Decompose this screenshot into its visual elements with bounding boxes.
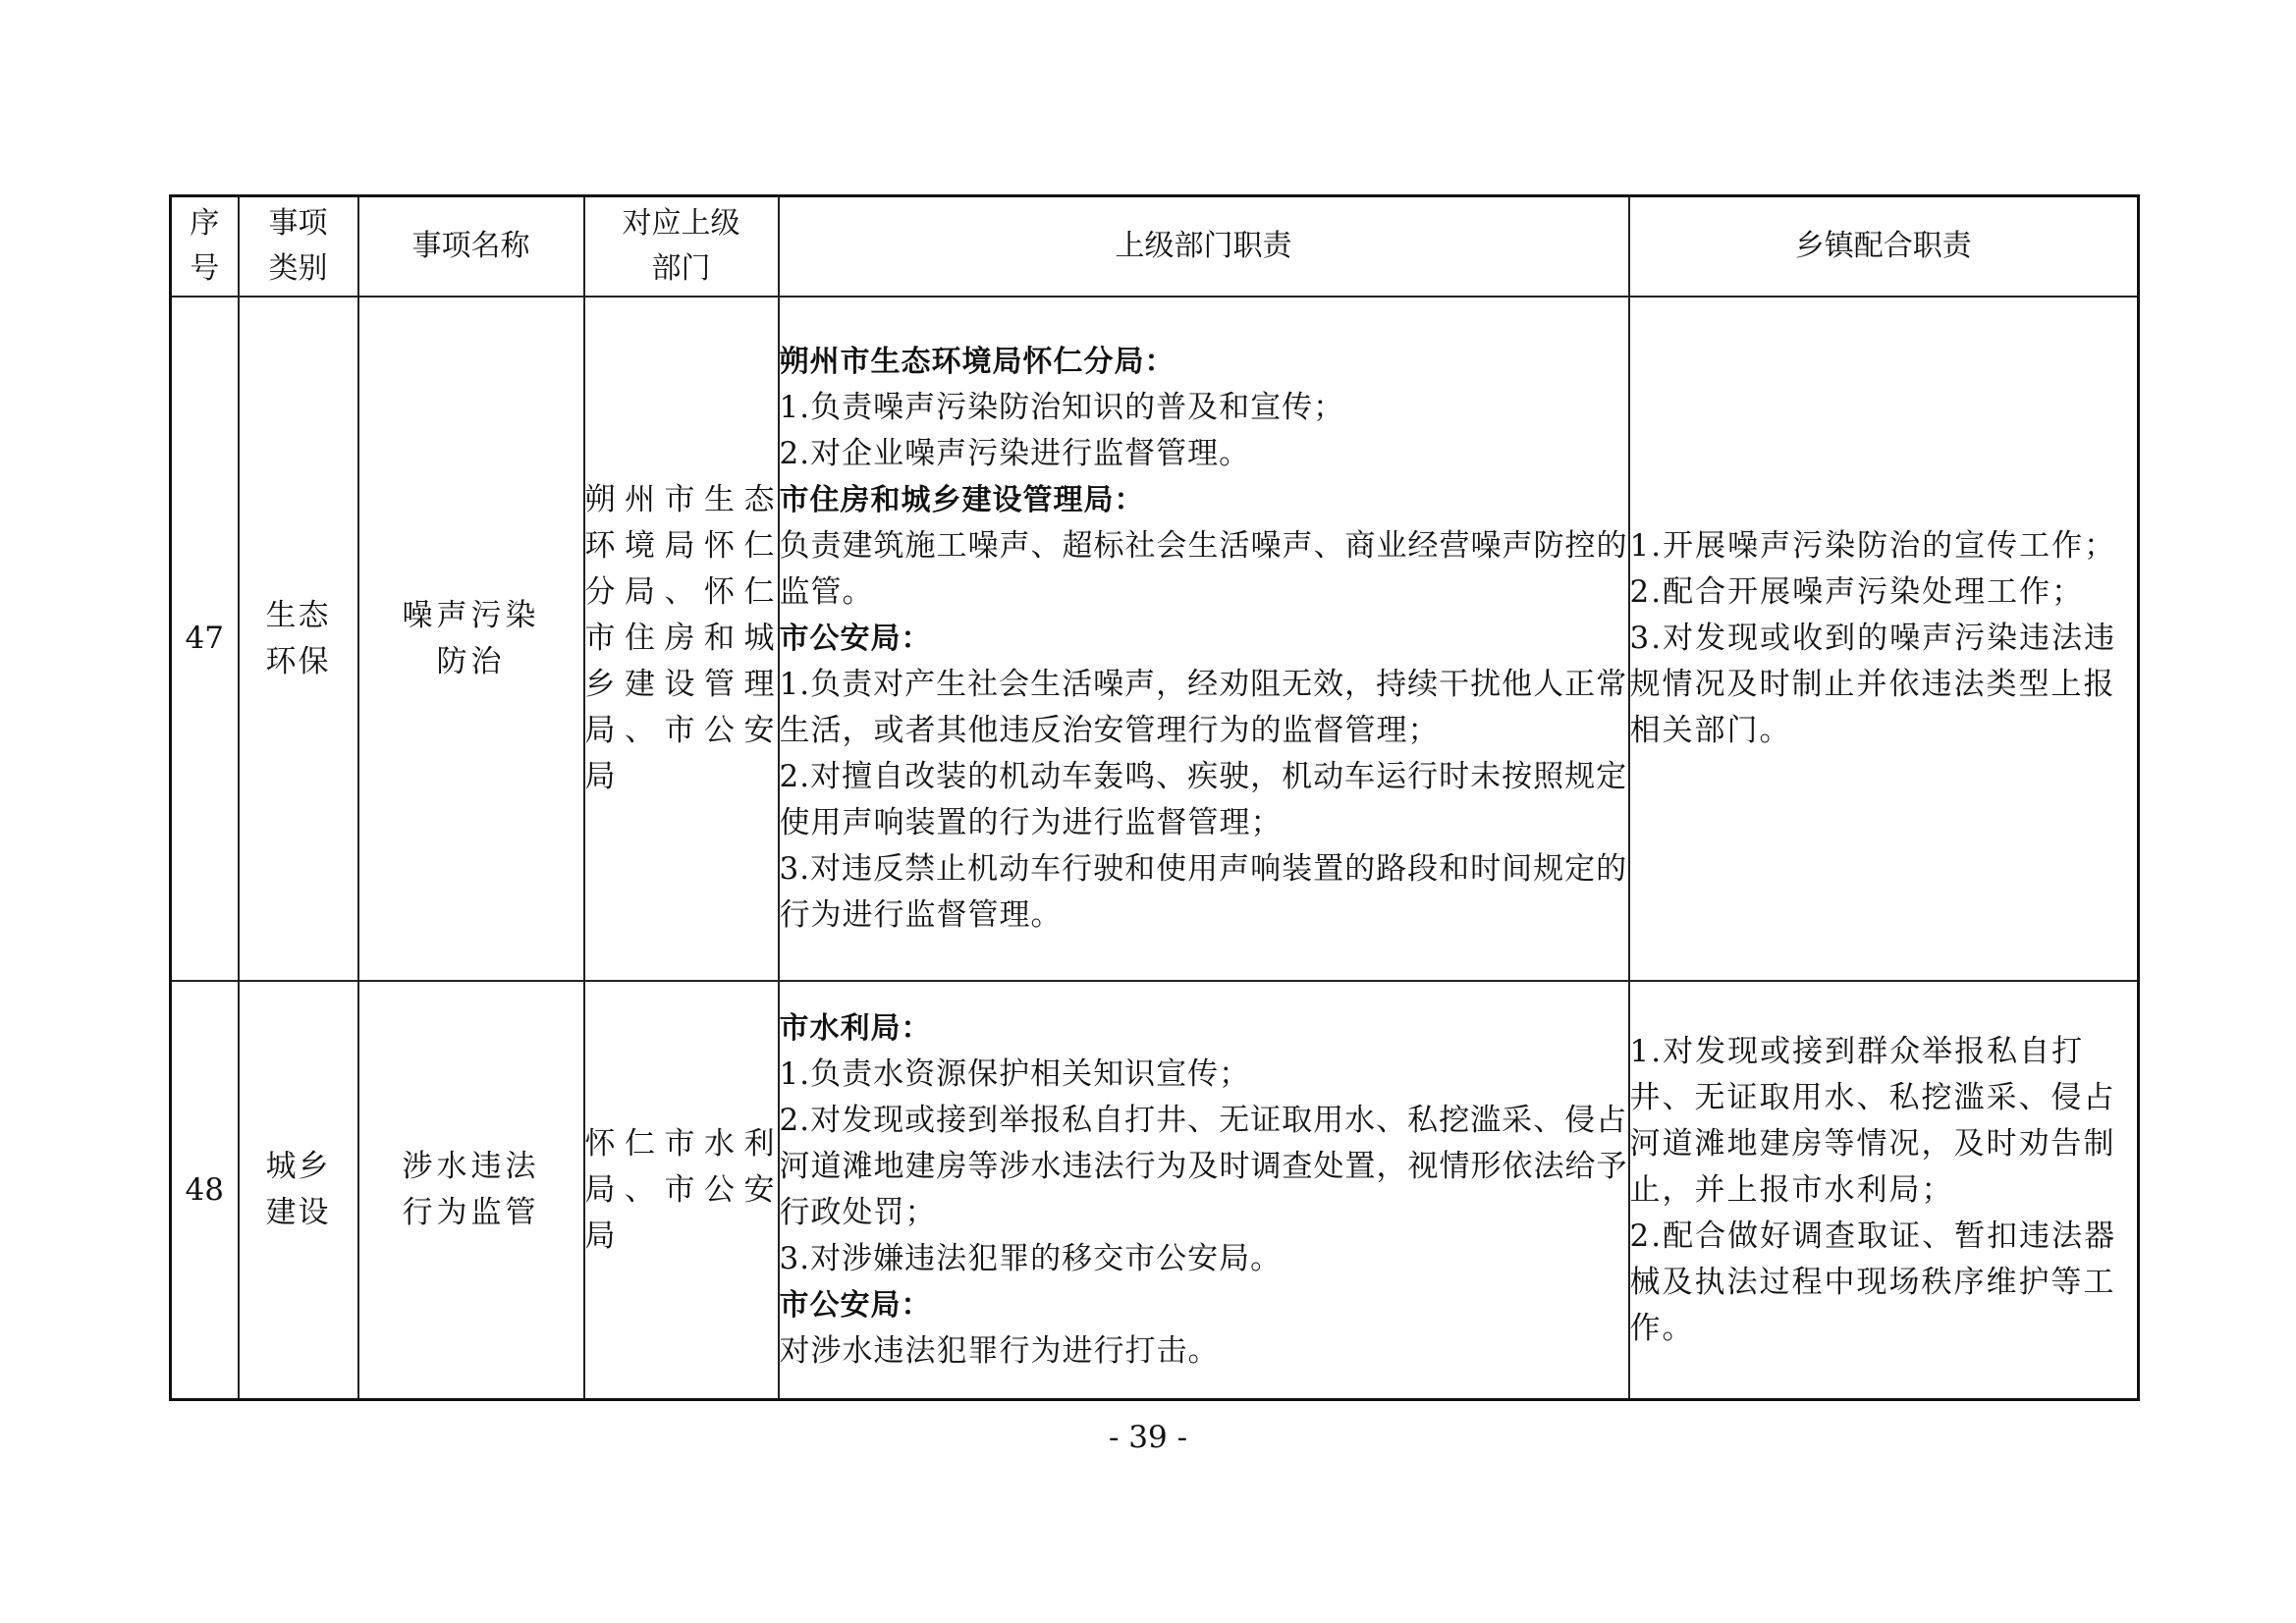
town-duty-item: 1.对发现或接到群众举报私自打井、无证取用水、私挖滥采、侵占河道滩地建房等情况，及时劝告制止，并上报市水利局； xyxy=(1629,1033,2116,1208)
duty-item: 3.对违反禁止机动车行驶和使用声响装置的路段和时间规定的行为进行监督管理。 xyxy=(779,851,1628,933)
header-upper-dept: 对应上级部门 xyxy=(584,196,779,298)
duty-item: 3.对涉嫌违法犯罪的移交市公安局。 xyxy=(779,1241,1283,1276)
duty-item: 1.负责对产生社会生活噪声，经劝阻无效，持续干扰他人正常生活，或者其他违反治安管理行为的监督管理； xyxy=(779,667,1628,748)
duty-dept-name: 市公安局： xyxy=(779,622,932,656)
row-category: 城乡建设 xyxy=(239,981,358,1400)
header-upper-duty: 上级部门职责 xyxy=(779,196,1629,298)
row-seq: 47 xyxy=(171,297,239,981)
duty-item: 1.负责噪声污染防治知识的普及和宣传； xyxy=(779,390,1345,425)
row-category: 生态环保 xyxy=(239,297,358,981)
row-town-duties xyxy=(1629,297,2139,981)
town-duty-item: 2.配合开展噪声污染处理工作； xyxy=(1629,574,2085,610)
row-seq: 48 xyxy=(171,981,239,1400)
row-upper-duties xyxy=(779,297,1629,981)
duty-dept-name: 朔州市生态环境局怀仁分局： xyxy=(779,345,1175,379)
duty-dept-name: 市水利局： xyxy=(779,1011,932,1046)
duty-dept-name: 市住房和城乡建设管理局： xyxy=(779,483,1145,517)
header-town-duty: 乡镇配合职责 xyxy=(1629,196,2139,298)
town-duty-item: 2.配合做好调查取证、暂扣违法器械及执法过程中现场秩序维护等工作。 xyxy=(1629,1217,2117,1346)
row-item-name: 涉水违法行为监管 xyxy=(358,981,584,1400)
duty-dept-name: 市公安局： xyxy=(779,1288,932,1323)
duty-table xyxy=(169,194,2140,1401)
row-town-duties xyxy=(1629,981,2139,1400)
town-duty-item: 3.对发现或收到的噪声污染违法违规情况及时制止并依违法类型上报相关部门。 xyxy=(1629,621,2117,748)
duty-item: 负责建筑施工噪声、超标社会生活噪声、商业经营噪声防控的监管。 xyxy=(779,528,1628,610)
page-number: - 39 - xyxy=(1108,1420,1188,1455)
row-upper-dept: 怀仁市水利局、市公安局 xyxy=(584,981,779,1400)
town-duty-item: 1.开展噪声污染防治的宣传工作； xyxy=(1629,528,2117,564)
table-header-row xyxy=(171,196,2139,298)
row-item-name: 噪声污染防治 xyxy=(358,297,584,981)
duty-item: 2.对发现或接到举报私自打井、无证取用水、私挖滥采、侵占河道滩地建房等涉水违法行为及时调查处置，视情形依法给予行政处罚； xyxy=(779,1103,1628,1230)
table-row xyxy=(171,297,2139,981)
duty-item: 1.负责水资源保护相关知识宣传； xyxy=(779,1056,1251,1092)
row-upper-dept: 朔州市生态环境局怀仁分局、怀仁市住房和城乡建设管理局、市公安局 xyxy=(584,297,779,981)
header-item-name: 事项名称 xyxy=(358,196,584,298)
header-category: 事项类别 xyxy=(239,196,358,298)
row-upper-duties xyxy=(779,981,1629,1400)
table-row xyxy=(171,981,2139,1400)
header-seq: 序号 xyxy=(171,196,239,298)
duty-item: 2.对企业噪声污染进行监督管理。 xyxy=(779,436,1251,471)
duty-item: 2.对擅自改装的机动车轰鸣、疾驶，机动车运行时未按照规定使用声响装置的行为进行监督管理； xyxy=(779,759,1628,840)
duty-item: 对涉水违法犯罪行为进行打击。 xyxy=(779,1333,1220,1369)
